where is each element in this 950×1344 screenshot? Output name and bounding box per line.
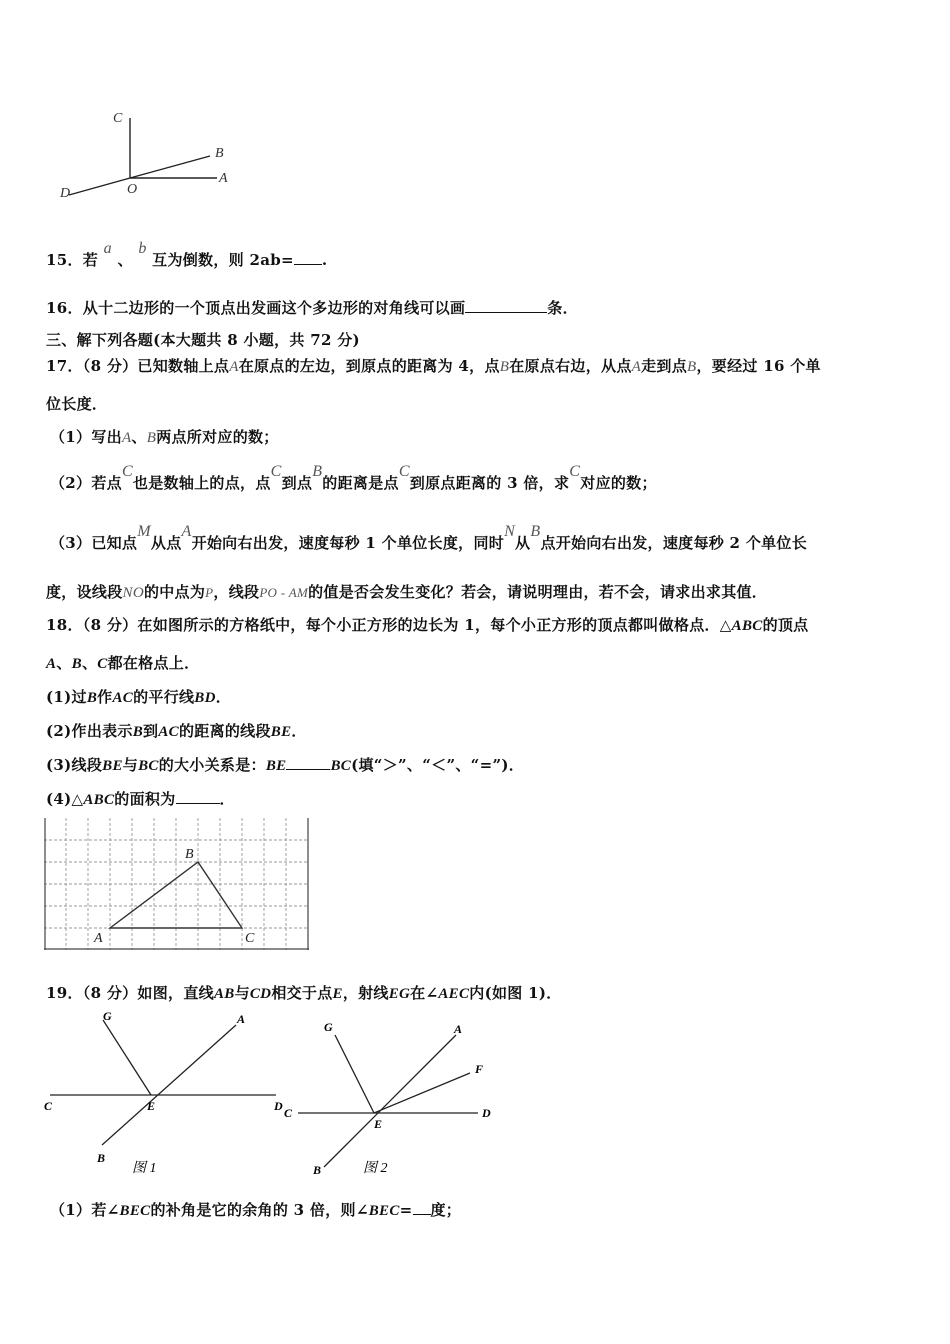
text: （2）若点 — [50, 474, 122, 492]
text: 的值是否会发生变化？若会，请说明理由，若不会，请求出求其值． — [308, 583, 768, 601]
text: 19．（8 分）如图，直线 — [46, 984, 214, 1002]
fig1-caption: 图 1 — [132, 1161, 157, 1176]
var: BD — [194, 690, 216, 706]
var: B — [687, 359, 697, 375]
q15-number: 15． — [46, 251, 83, 269]
text: 18．（8 分）在如图所示的方格纸中，每个小正方形的边长为 1，每个小正方形的顶点都叫做格点．△ — [46, 616, 732, 634]
var-b: b — [138, 240, 147, 257]
text: 、 — [56, 654, 72, 672]
var: BE — [102, 758, 123, 774]
var: ABC — [731, 618, 763, 634]
question-19-line1 — [46, 982, 562, 1003]
var: C — [569, 463, 581, 480]
question-18-sub2 — [46, 720, 307, 741]
text: (填“＞”、“＜”、“=”)． — [351, 756, 525, 774]
text: 走到点 — [641, 357, 688, 375]
answer-blank[interactable] — [294, 251, 322, 265]
text: ，射线 — [342, 984, 389, 1002]
figure-1 — [40, 1005, 295, 1180]
var: NO — [122, 585, 144, 601]
var: A — [121, 430, 132, 446]
text: ． — [219, 790, 235, 808]
var: EG — [388, 986, 411, 1002]
fig1-label-g: G — [103, 1009, 112, 1023]
var: B — [530, 523, 541, 540]
text: 的大小关系是： — [158, 756, 266, 774]
var: C — [121, 463, 133, 480]
text: 点开始向右出发，速度每秒 2 个单位长 — [540, 534, 808, 552]
fig1-label-c: C — [44, 1099, 53, 1113]
text: ，线段 — [213, 583, 260, 601]
answer-blank[interactable] — [176, 790, 220, 804]
text: 对应的数； — [580, 474, 657, 492]
text: 内(如图 1)． — [469, 984, 562, 1002]
text: 、 — [81, 654, 98, 672]
text: 的面积为 — [114, 790, 176, 808]
text: 两点所对应的数； — [156, 428, 279, 446]
text: 的距离是点 — [322, 474, 399, 492]
var: A — [631, 359, 642, 375]
var: AEC — [438, 986, 470, 1002]
var: B — [146, 430, 157, 446]
angle-figure-top — [55, 100, 245, 205]
var: ABC — [83, 792, 115, 808]
figure-2 — [280, 1015, 505, 1180]
grid-label-b: B — [185, 847, 194, 862]
label-a: A — [219, 171, 228, 186]
q16-end: 条． — [547, 299, 578, 317]
var: C — [97, 656, 108, 672]
question-18-line1 — [46, 614, 808, 635]
text: （1）写出 — [50, 428, 122, 446]
label-o: O — [127, 182, 138, 197]
var: BE — [265, 758, 287, 774]
text: （3）已知点 — [50, 534, 138, 552]
text: ． — [215, 688, 232, 706]
text: 在原点右边，从点 — [509, 357, 632, 375]
text: (3)线段 — [46, 756, 103, 774]
text: 在∠ — [410, 984, 439, 1002]
text: 、 — [131, 428, 147, 446]
expression: PO - AM — [259, 585, 309, 600]
var: BE — [270, 724, 292, 740]
text: (1)过 — [46, 688, 87, 706]
text: (2)作出表示 — [46, 722, 133, 740]
question-18-line2 — [46, 652, 199, 673]
text: 从 — [515, 534, 531, 552]
q16-text: 16．从十二边形的一个顶点出发画这个多边形的对角线可以画 — [46, 299, 466, 317]
question-17-line1 — [46, 355, 821, 376]
q15-text: 若 — [82, 251, 99, 269]
question-18-sub4 — [46, 788, 235, 809]
var: A — [46, 656, 57, 672]
text: 的距离的线段 — [178, 722, 271, 740]
question-19-sub1 — [50, 1199, 461, 1220]
var: B — [499, 359, 510, 375]
text: 都在格点上． — [107, 654, 200, 672]
fig2-label-f: F — [475, 1062, 484, 1076]
text: 到原点距离的 3 倍，求 — [409, 474, 570, 492]
grid-triangle-figure — [44, 818, 312, 952]
section-heading: 三、解下列各题(本大题共 8 小题，共 72 分) — [46, 331, 360, 349]
var: A — [181, 523, 192, 540]
question-15 — [46, 240, 328, 270]
var: CD — [249, 986, 272, 1002]
question-18-sub3 — [46, 754, 524, 775]
text: 相交于点 — [271, 984, 333, 1002]
text: 17．（8 分）已知数轴上点 — [46, 357, 230, 375]
fig1-label-e: E — [147, 1099, 156, 1113]
text: 作 — [97, 688, 113, 706]
text: 也是数轴上的点，点 — [132, 474, 271, 492]
var: E — [332, 986, 343, 1002]
text: 的中点为 — [143, 583, 206, 601]
var: B — [312, 463, 323, 480]
text: 的顶点 — [762, 616, 809, 634]
fig2-label-d: D — [482, 1106, 491, 1120]
label-d: D — [60, 186, 71, 201]
question-18-sub1 — [46, 686, 231, 707]
answer-blank[interactable] — [286, 756, 330, 770]
text: 度，设线段 — [46, 583, 123, 601]
question-17-sub3b — [46, 581, 767, 602]
text: ． — [291, 722, 307, 740]
text: 与 — [234, 984, 250, 1002]
question-16 — [46, 297, 578, 318]
text: 到点 — [281, 474, 313, 492]
fig2-label-g: G — [324, 1020, 333, 1034]
text: (4)△ — [46, 790, 84, 808]
text: 的平行线 — [133, 688, 195, 706]
question-17-sub2 — [50, 463, 657, 493]
grid-label-a: A — [94, 931, 103, 946]
text: 到 — [143, 722, 159, 740]
var: B — [132, 724, 144, 740]
fig2-label-a: A — [454, 1022, 463, 1036]
text: 度； — [430, 1201, 462, 1219]
var: BEC — [119, 1203, 151, 1219]
answer-blank[interactable] — [465, 299, 547, 313]
var: B — [86, 690, 98, 706]
fig2-caption: 图 2 — [363, 1161, 388, 1176]
var: BC — [138, 758, 159, 774]
text: 与 — [122, 756, 139, 774]
var: A — [229, 359, 239, 375]
fig2-label-e: E — [374, 1117, 383, 1131]
text: 的补角是它的余角的 3 倍，则∠ — [150, 1201, 369, 1219]
var: N — [504, 523, 516, 540]
question-17-sub1 — [50, 426, 279, 447]
q15-sep: 、 — [117, 251, 133, 269]
text: ，要经过 16 个单 — [696, 357, 821, 375]
text: 从点 — [150, 534, 182, 552]
q15-text2: 互为倒数，则 2ab= — [152, 251, 294, 269]
var-a: a — [103, 240, 112, 257]
q15-end: . — [321, 251, 328, 269]
fig1-label-b: B — [97, 1151, 106, 1165]
text: 开始向右出发，速度每秒 1 个单位长度，同时 — [191, 534, 505, 552]
grid-label-c: C — [245, 931, 255, 946]
label-b: B — [215, 146, 224, 161]
var: C — [270, 463, 282, 480]
question-17-sub3 — [50, 523, 808, 553]
fig1-label-d: D — [274, 1099, 283, 1113]
var: P — [205, 585, 214, 600]
label-c: C — [113, 111, 123, 126]
var: AC — [158, 724, 179, 740]
var: C — [398, 463, 410, 480]
fig2-label-c: C — [284, 1106, 293, 1120]
fig1-label-a: A — [237, 1012, 246, 1026]
text: 在原点的左边，到原点的距离为 4，点 — [238, 357, 500, 375]
var: M — [137, 523, 151, 540]
var: BC — [330, 758, 352, 774]
var: BEC — [368, 1203, 400, 1219]
text: = — [399, 1201, 413, 1219]
answer-blank[interactable] — [413, 1201, 431, 1215]
question-17-line2: 位长度． — [46, 395, 108, 413]
text: （1）若∠ — [50, 1201, 120, 1219]
fig2-label-b: B — [313, 1163, 322, 1177]
var: B — [71, 656, 82, 672]
var: AB — [213, 986, 235, 1002]
var: AC — [112, 690, 134, 706]
